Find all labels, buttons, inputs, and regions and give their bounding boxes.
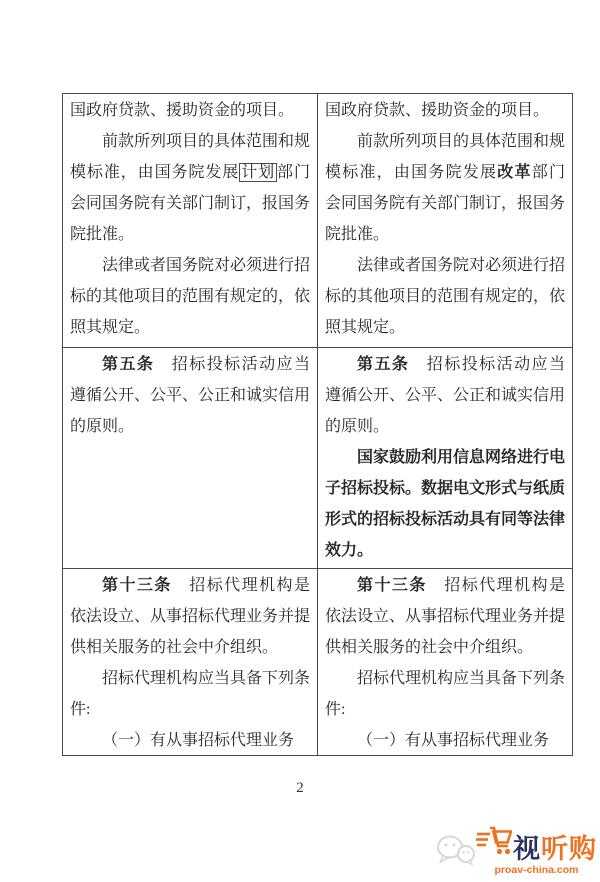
text-segment: 第十三条 xyxy=(357,577,427,594)
text-segment: 国政府贷款、援助资金的项目。 xyxy=(325,102,550,119)
boxed-deleted-text: 计划 xyxy=(241,164,276,181)
text-segment: 法律或者国务院对必须进行招标的其他项目的范围有规定的，依照其规定。 xyxy=(70,257,310,336)
cell-content xyxy=(325,95,565,346)
paragraph xyxy=(325,442,565,566)
text-segment: 第五条 xyxy=(357,356,410,373)
table-cell-original xyxy=(63,94,318,348)
text-segment: 招标代理机构应当具备下列条件: xyxy=(70,670,310,718)
paragraph xyxy=(325,570,565,663)
text-segment: 招标代理机构是依法设立、从事招标代理业务并提供相关服务的社会中介组织。 xyxy=(325,577,565,656)
brand-char-gou: 购 xyxy=(569,834,597,864)
text-segment: 前款所列项目的具体范围和规模标准，由国务院发展 xyxy=(70,133,310,181)
paragraph xyxy=(325,95,565,126)
brand-char-shi: 视 xyxy=(513,834,541,864)
cell-content xyxy=(325,349,565,567)
cell-content xyxy=(70,95,310,346)
text-segment: 部门会同国务院有关部门制订，报国务院批准。 xyxy=(325,164,565,243)
text-segment: （一）有从事招标代理业务 xyxy=(357,732,550,749)
table-cell-revised xyxy=(318,94,573,348)
table-cell-original xyxy=(63,348,318,569)
paragraph xyxy=(70,126,310,250)
text-segment: 国政府贷款、援助资金的项目。 xyxy=(70,102,295,119)
paragraph xyxy=(70,250,310,343)
text-segment: 改革 xyxy=(497,164,532,181)
watermark-domain: proav-china.com xyxy=(494,864,579,876)
cell-content xyxy=(70,570,310,754)
text-segment: 招标投标活动应当遵循公开、公平、公正和诚实信用的原则。 xyxy=(325,356,565,435)
text-segment: 前款所列项目的具体范围和规模标准，由国务院发展 xyxy=(325,133,565,181)
paragraph xyxy=(70,349,310,442)
cell-content xyxy=(325,570,565,754)
paragraph xyxy=(70,95,310,126)
table-row xyxy=(63,569,573,756)
text-segment: 部门会同国务院有关部门制订，报国务院批准。 xyxy=(70,164,310,243)
text-segment: （一）有从事招标代理业务 xyxy=(102,732,295,749)
watermark-logo xyxy=(434,825,597,876)
paragraph xyxy=(325,349,565,442)
text-segment: 国家鼓励利用信息网络进行电子招标投标。数据电文形式与纸质形式的招标投标活动具有同等法律效力。 xyxy=(325,449,565,559)
page-number: 2 xyxy=(296,780,304,796)
shopping-cart-icon xyxy=(476,825,512,862)
text-segment: 法律或者国务院对必须进行招标的其他项目的范围有规定的，依照其规定。 xyxy=(325,257,565,336)
text-segment: 第十三条 xyxy=(102,577,172,594)
table-row xyxy=(63,348,573,569)
table-cell-revised xyxy=(318,569,573,756)
paragraph xyxy=(325,725,565,754)
paragraph xyxy=(325,126,565,250)
text-segment: 招标投标活动应当遵循公开、公平、公正和诚实信用的原则。 xyxy=(70,356,310,435)
paragraph xyxy=(70,663,310,725)
comparison-table xyxy=(62,93,573,756)
table-row xyxy=(63,94,573,348)
paragraph xyxy=(325,663,565,725)
table-cell-revised xyxy=(318,348,573,569)
brand-char-ting: 听 xyxy=(541,834,569,864)
paragraph xyxy=(70,570,310,663)
text-segment: 招标代理机构应当具备下列条件: xyxy=(325,670,565,718)
cell-content xyxy=(70,349,310,567)
text-segment: 第五条 xyxy=(102,356,155,373)
text-segment: 招标代理机构是依法设立、从事招标代理业务并提供相关服务的社会中介组织。 xyxy=(70,577,310,656)
table-cell-original xyxy=(63,569,318,756)
wechat-icon xyxy=(434,831,480,874)
paragraph xyxy=(70,725,310,754)
paragraph xyxy=(325,250,565,343)
